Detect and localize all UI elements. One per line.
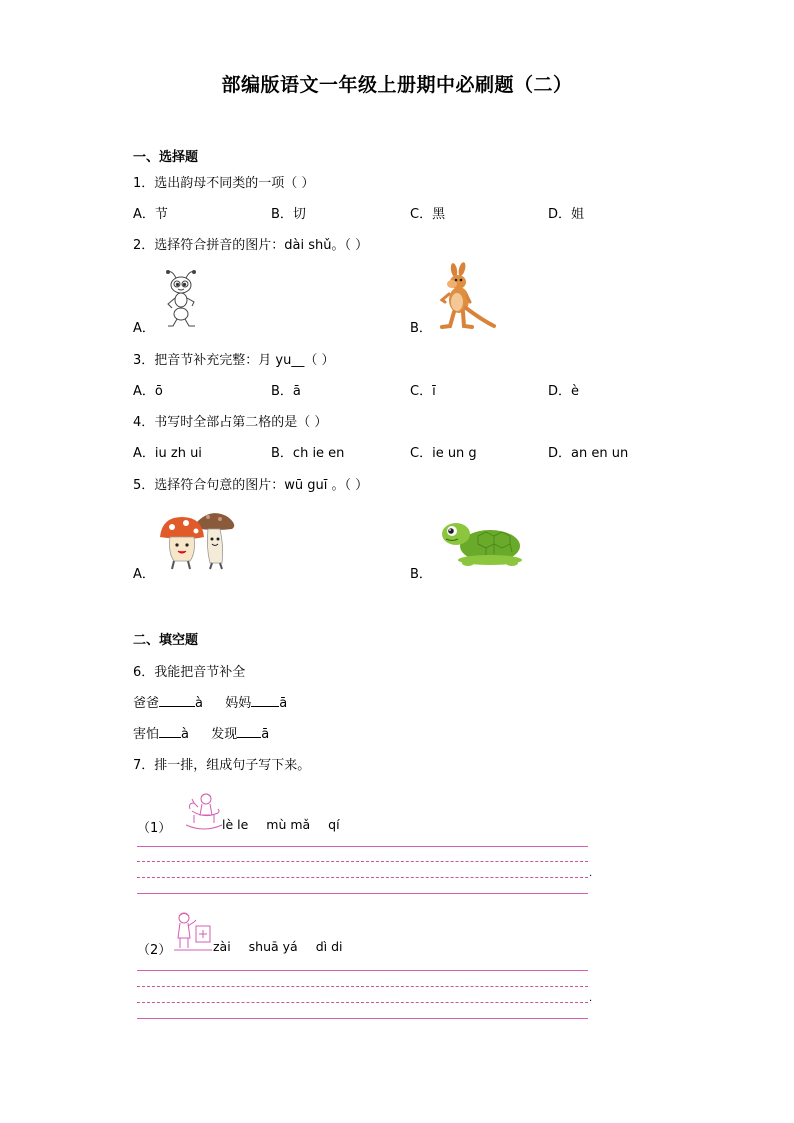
q6-word-baba: 爸爸 [133,696,160,711]
q6-word-mama: 妈妈 [225,696,252,711]
q7-item-2-end-mark: . [589,993,593,1004]
section-heading-fill: 二、填空题 [133,633,199,648]
question-7-stem: 7．排一排，组成句子写下来。 [133,758,311,773]
writing-guide-2b [137,1002,588,1003]
q7-item-2-word-2: shuā yá [248,939,298,954]
q6-tone-3: à [181,727,189,742]
q7-item-2-number: （2） [137,943,172,958]
rocking-horse-icon [184,791,224,833]
writing-guide-2a [137,986,588,987]
question-4-stem: 4．书写时全部占第二格的是（ ） [133,415,328,430]
q5-option-a[interactable]: A． [133,567,155,582]
q6-row-1 [133,692,287,711]
q1-option-a[interactable]: A．节 [133,207,168,222]
q3-option-d[interactable]: D．è [548,384,580,399]
q6-blank-2[interactable] [251,694,279,707]
writing-line-bottom-2[interactable] [137,1018,588,1019]
q1-option-b[interactable]: B．切 [271,207,306,222]
q6-word-faxian: 发现 [211,727,238,742]
kangaroo-icon [432,262,496,330]
q3-option-c[interactable]: C．ī [410,384,436,399]
writing-line-top-2 [137,970,588,971]
ant-icon [160,268,206,328]
page-title: 部编版语文一年级上册期中必刷题（二） [221,74,573,96]
q6-word-haipa: 害怕 [133,727,160,742]
q7-item-1-word-2: mù mǎ [266,817,311,832]
writing-guide-1b [137,877,588,878]
q4-option-d[interactable]: D．an en un [548,446,629,461]
q6-tone-1: à [195,696,203,711]
q7-item-1-word-3: qí [328,817,340,832]
q6-row-2 [133,723,269,742]
q7-item-1-number: （1） [137,821,172,836]
q6-tone-2: ā [279,696,288,711]
question-2-stem: 2．选择符合拼音的图片：dài shǔ。（ ） [133,238,369,253]
q6-blank-3[interactable] [159,725,181,738]
q6-tone-4: ā [261,727,270,742]
q7-item-1-words [222,817,340,832]
section-heading-choice: 一、选择题 [133,150,199,165]
q4-option-a[interactable]: A．iu zh ui [133,446,202,461]
question-6-stem: 6．我能把音节补全 [133,665,246,680]
question-3-stem: 3．把音节补充完整：月 yu__（ ） [133,353,335,368]
writing-line-top-1 [137,846,588,847]
q5-option-b[interactable]: B． [410,567,432,582]
q3-option-b[interactable]: B．ā [271,384,301,399]
brushing-teeth-icon [172,910,214,952]
q7-item-2-word-3: dì di [315,939,343,954]
q4-option-b[interactable]: B．ch ie en [271,446,345,461]
q7-item-1-word-1: lè le [222,817,249,832]
writing-line-bottom-1[interactable] [137,893,588,894]
q7-item-2-word-1: zài [213,939,231,954]
q2-option-b[interactable]: B． [410,321,432,336]
q7-item-1-end-mark: . [589,868,593,879]
mushroom-icon [156,507,236,571]
q6-blank-1[interactable] [159,694,195,707]
q1-option-d[interactable]: D．姐 [548,207,585,222]
q6-blank-4[interactable] [237,725,261,738]
turtle-icon [438,516,526,568]
q7-item-2-words [213,939,343,954]
writing-guide-1a [137,861,588,862]
q1-option-c[interactable]: C．黑 [410,207,446,222]
q2-option-a[interactable]: A． [133,321,155,336]
q3-option-a[interactable]: A．ō [133,384,163,399]
q4-option-c[interactable]: C．ie un g [410,446,477,461]
question-5-stem: 5．选择符合句意的图片：wū guī 。（ ） [133,478,369,493]
question-1-stem: 1．选出韵母不同类的一项（ ） [133,176,315,191]
